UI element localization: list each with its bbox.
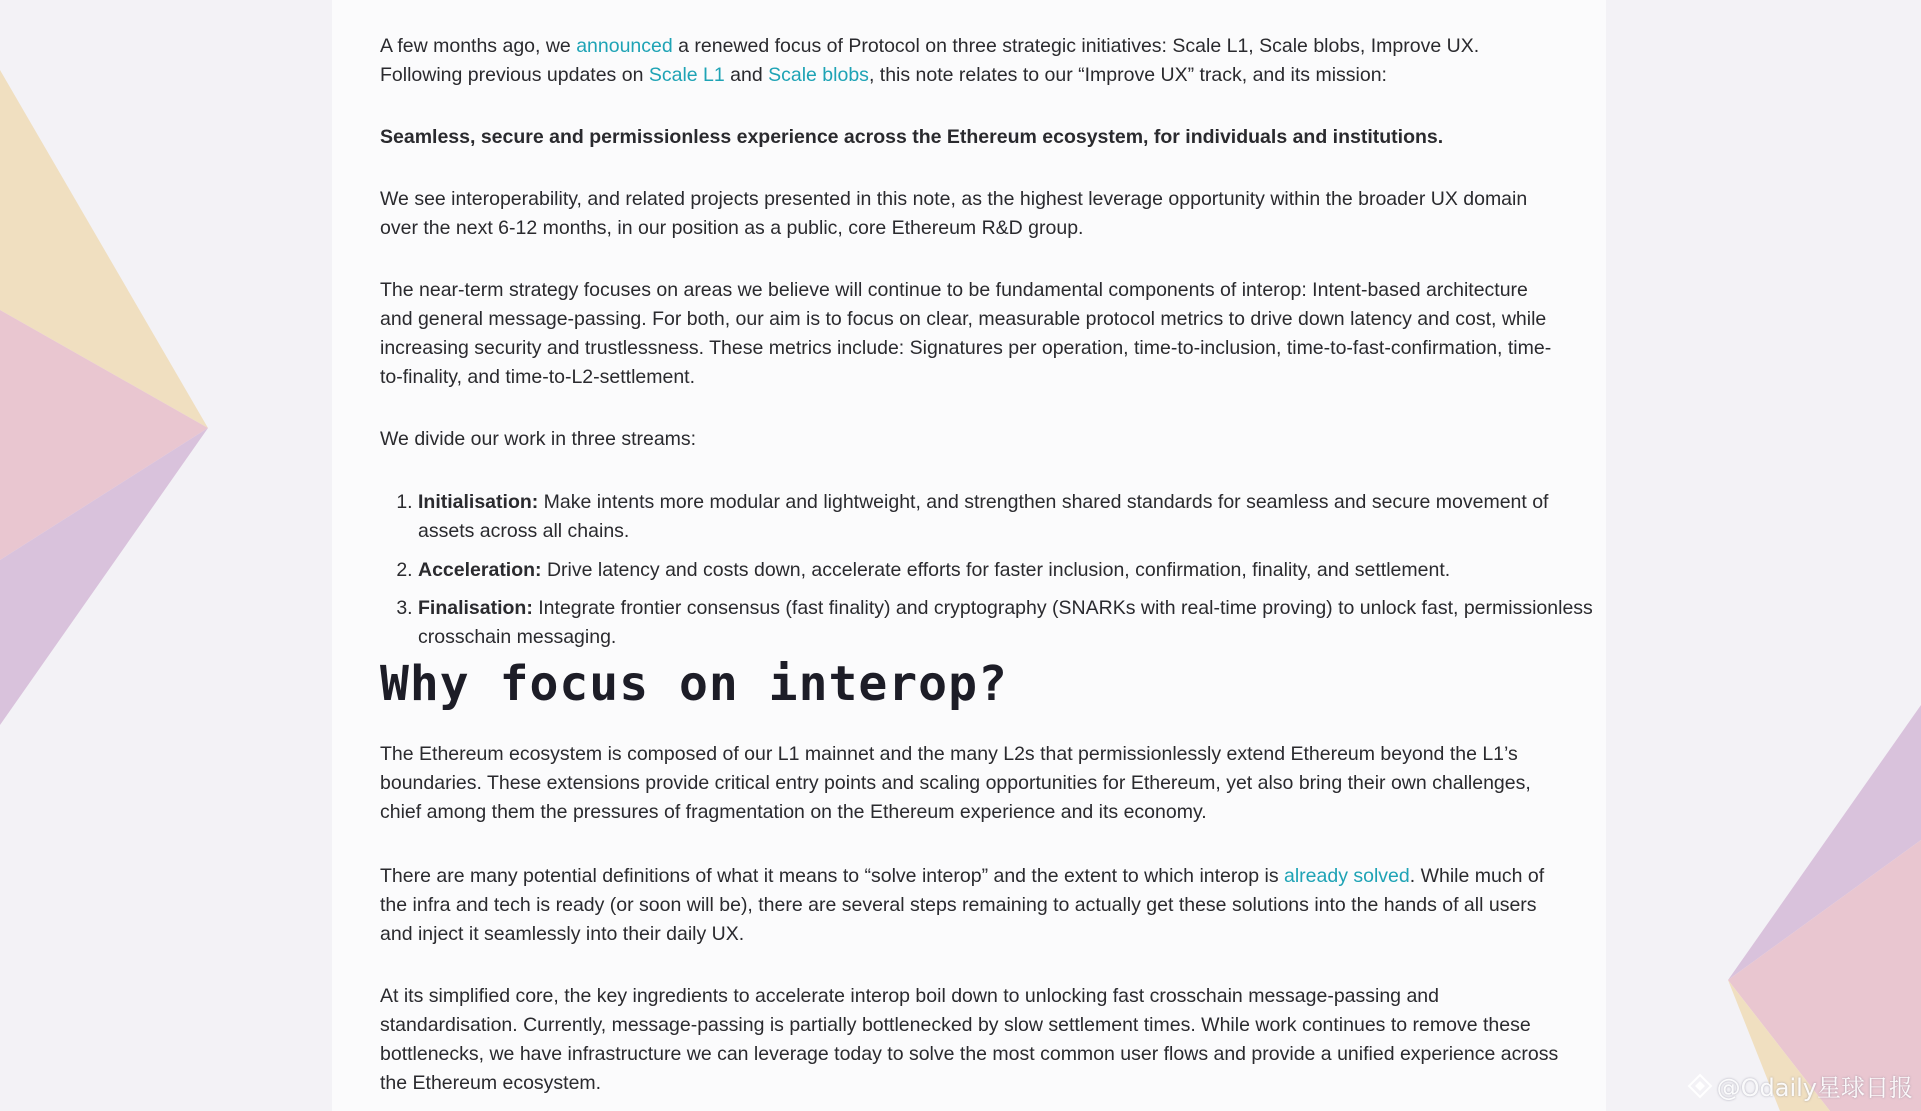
ecosystem-paragraph: The Ethereum ecosystem is composed of our L1 mainnet and the many L2s that permissionlessly extend Ethereum beyond the L1’s boundaries. These extensions provide critical entry points and scaling opportunities for Ethereum, yet also bring their own challenges, chief among them the pressures of fragmentation on the Ethereum experience and its economy.	[380, 743, 1531, 823]
mission-statement: Seamless, secure and permissionless experience across the Ethereum ecosystem, for individuals and institutions.	[380, 126, 1444, 148]
scale-l1-link[interactable]: Scale L1	[648, 64, 725, 86]
intro-text-4: , this note relates to our “Improve UX” track, and its mission:	[868, 64, 1387, 86]
watermark	[1687, 1068, 1913, 1103]
stream-item-initialisation: 1. Initialisation: Make intents more modular and lightweight, and strengthen shared standards for seamless and secure movement of assets across all chains.	[418, 488, 1598, 546]
intro-paragraph	[380, 32, 1560, 90]
watermark-text: @Odaily星球日报	[1716, 1074, 1913, 1102]
section-heading-why-interop: Why focus on interop?	[380, 656, 1008, 712]
intro-text-2: a renewed focus of Protocol on three strategic initiatives: Scale L1, Scale blobs, Improve UX. Following previous updates on	[380, 35, 1480, 86]
announced-link[interactable]: announced	[576, 35, 673, 57]
intro-text-3: and	[724, 64, 769, 86]
stream-item-finalisation: 3. Finalisation: Integrate frontier consensus (fast finality) and cryptography (SNARKs with real-time proving) to unlock fast, permissionless crosschain messaging.	[418, 594, 1598, 652]
already-solved-link[interactable]: already solved	[1284, 865, 1410, 887]
definitions-paragraph: There are many potential definitions of what it means to “solve interop” and the extent to which interop is already solved. While much of the infra and tech is ready (or soon will be), there are several steps remaining to actually get these solutions into the hands of all users and inject it seamlessly into their daily UX.	[380, 865, 1545, 945]
streams-intro-paragraph: We divide our work in three streams:	[380, 428, 697, 450]
strategy-paragraph: The near-term strategy focuses on areas we believe will continue to be fundamental components of interop: Intent-based architecture and general message-passing. For both, our aim is to focus on clear, measurable protocol metrics to drive down latency and cost, while increasing security and trustlessness. These metrics include: Signatures per operation, time-to-inclusion, time-to-fast-confirmation, time-to-finality, and time-to-L2-settlement.	[380, 279, 1552, 388]
stream-item-acceleration: 2. Acceleration: Drive latency and costs down, accelerate efforts for faster inclusion, confirmation, finality, and settlement.	[418, 556, 1598, 585]
interop-priority-paragraph: We see interoperability, and related projects presented in this note, as the highest leverage opportunity within the broader UX domain over the next 6-12 months, in our position as a public, core Ethereum R&D group.	[380, 188, 1528, 239]
intro-text-1: A few months ago, we	[380, 35, 577, 57]
diamond-logo-icon	[1687, 1073, 1713, 1099]
article-body	[332, 0, 1606, 1111]
streams-list	[380, 488, 1598, 662]
scale-blobs-link[interactable]: Scale blobs	[768, 64, 869, 86]
core-paragraph: At its simplified core, the key ingredients to accelerate interop boil down to unlocking fast crosschain message-passing and standardisation. Currently, message-passing is partially bottlenecked by slow settlement times. While work continues to remove these bottlenecks, we have infrastructure we can leverage today to solve the most common user flows and provide a unified experience across the Ethereum ecosystem.	[380, 985, 1559, 1094]
